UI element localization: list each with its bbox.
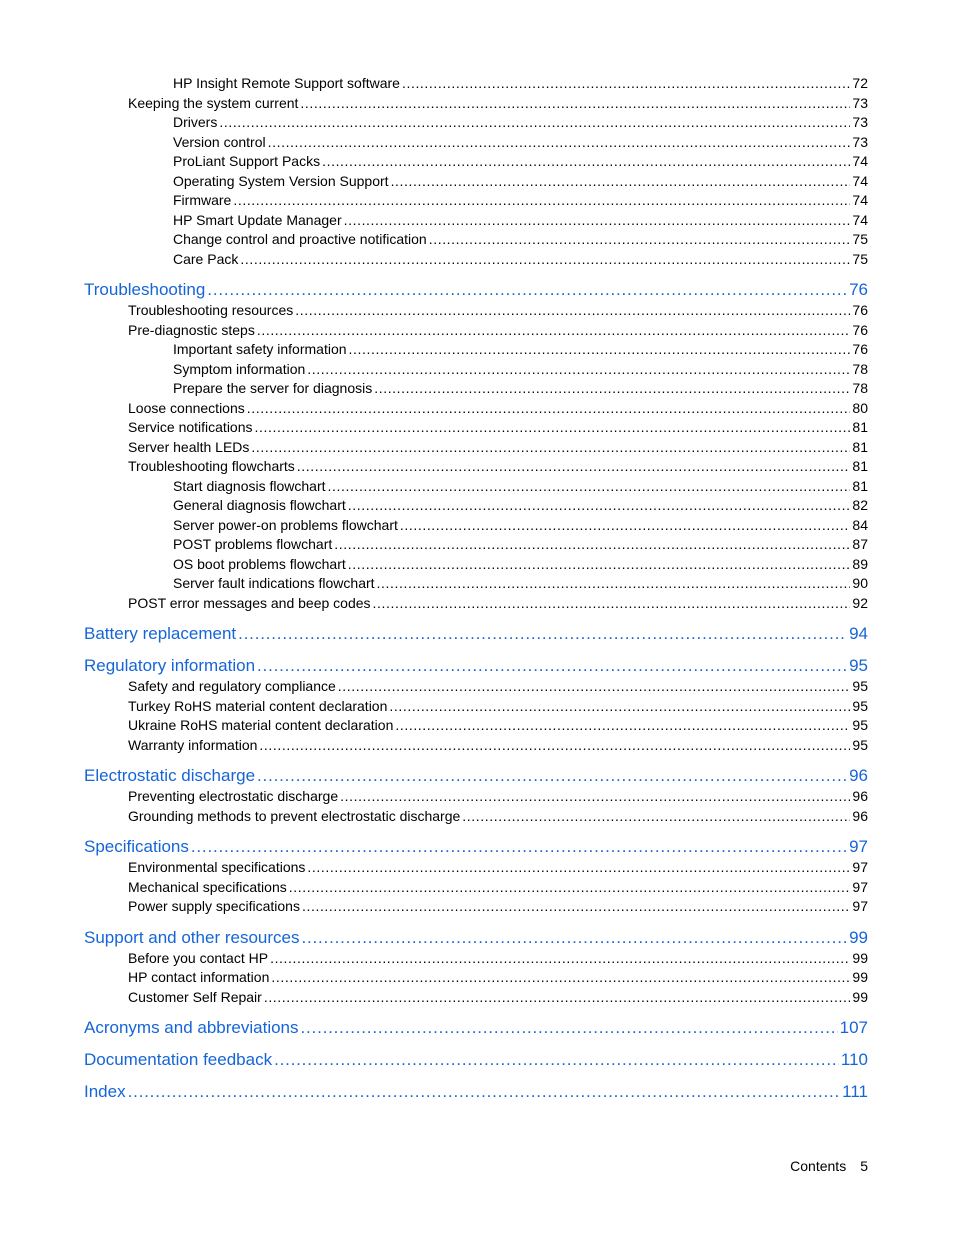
toc-section-entry[interactable] [84, 878, 868, 898]
toc-section-entry[interactable] [84, 321, 868, 341]
toc-dot-leader [271, 968, 850, 988]
toc-chapter-entry[interactable] [84, 655, 868, 677]
toc-entry-page-number: 97 [852, 859, 868, 875]
toc-entry-title: POST problems flowchart [173, 536, 333, 552]
toc-dot-leader [219, 113, 850, 133]
toc-dot-leader [395, 716, 850, 736]
toc-entry-title: Before you contact HP [128, 949, 269, 966]
toc-chapter-entry[interactable] [84, 765, 868, 787]
toc-chapter-entry[interactable] [84, 927, 868, 949]
toc-dot-leader [289, 878, 851, 898]
toc-entry-page-number: 76 [852, 302, 868, 318]
footer-section-label: Contents [790, 1158, 847, 1174]
toc-entry-page-number: 80 [852, 399, 868, 416]
toc-entry-title: Documentation feedback [84, 1050, 273, 1069]
toc-section-entry[interactable] [84, 858, 868, 878]
toc-dot-leader [238, 623, 847, 645]
toc-entry-page-number: 73 [852, 114, 868, 130]
toc-entry-title: Loose connections [128, 399, 245, 416]
toc-dot-leader [302, 897, 850, 917]
toc-entry-page-number: 76 [849, 280, 868, 299]
toc-chapter-entry[interactable] [84, 1017, 868, 1039]
toc-chapter-entry[interactable] [84, 1081, 868, 1103]
toc-subsection-entry[interactable] [84, 74, 868, 94]
toc-entry-page-number: 97 [852, 898, 868, 914]
toc-entry-title: Symptom information [173, 360, 306, 377]
toc-subsection-entry[interactable] [84, 211, 868, 231]
toc-entry-page-number: 97 [852, 878, 868, 895]
toc-dot-leader [374, 379, 850, 399]
toc-entry-title: Keeping the system current [128, 94, 299, 111]
toc-entry-page-number: 78 [852, 360, 868, 377]
toc-entry-title: Turkey RoHS material content declaration [128, 697, 388, 714]
toc-section-entry[interactable] [84, 897, 868, 917]
toc-section-entry[interactable] [84, 807, 868, 827]
toc-subsection-entry[interactable] [84, 340, 868, 360]
toc-entry-page-number: 75 [852, 231, 868, 247]
toc-subsection-entry[interactable] [84, 574, 868, 594]
toc-entry-page-number: 90 [852, 575, 868, 591]
toc-entry-title: Support and other resources [84, 927, 300, 947]
toc-chapter-entry[interactable] [84, 623, 868, 645]
toc-dot-leader [301, 1017, 838, 1039]
toc-subsection-entry[interactable] [84, 535, 868, 555]
toc-entry-page-number: 73 [852, 133, 868, 150]
toc-section-entry[interactable] [84, 968, 868, 988]
footer-page-number: 5 [860, 1158, 868, 1174]
toc-entry-title: Index [84, 1082, 126, 1101]
toc-entry-title: Operating System Version Support [173, 172, 389, 189]
toc-entry-page-number: 75 [852, 250, 868, 267]
toc-dot-leader [240, 250, 850, 270]
toc-dot-leader [233, 191, 850, 211]
toc-entry-title: HP contact information [128, 969, 270, 985]
toc-entry-page-number: 111 [842, 1082, 868, 1101]
toc-dot-leader [255, 418, 851, 438]
toc-entry-title: Acronyms and abbreviations [84, 1018, 299, 1037]
toc-dot-leader [344, 211, 851, 231]
toc-dot-leader [389, 697, 850, 717]
toc-entry-title: Pre-diagnostic steps [128, 321, 255, 338]
toc-entry-page-number: 87 [852, 536, 868, 552]
toc-subsection-entry[interactable] [84, 191, 868, 211]
toc-entry-title: Server power-on problems flowchart [173, 516, 398, 533]
toc-chapter-entry[interactable] [84, 836, 868, 858]
toc-subsection-entry[interactable] [84, 555, 868, 575]
toc-dot-leader [377, 574, 851, 594]
toc-dot-leader [270, 949, 850, 969]
toc-entry-page-number: 95 [852, 697, 868, 714]
toc-dot-leader [251, 438, 850, 458]
toc-section-entry[interactable] [84, 697, 868, 717]
toc-dot-leader [295, 301, 850, 321]
toc-section-entry[interactable] [84, 457, 868, 477]
toc-dot-leader [349, 340, 851, 360]
toc-entry-title: ProLiant Support Packs [173, 153, 321, 169]
toc-entry-title: Drivers [173, 114, 218, 130]
toc-dot-leader [191, 836, 847, 858]
toc-entry-title: Server fault indications flowchart [173, 575, 375, 591]
toc-entry-page-number: 107 [839, 1018, 868, 1037]
toc-dot-leader [338, 677, 851, 697]
toc-entry-title: HP Smart Update Manager [173, 211, 342, 228]
toc-entry-page-number: 74 [852, 192, 868, 208]
toc-entry-title: Prepare the server for diagnosis [173, 380, 373, 396]
toc-entry-page-number: 99 [852, 949, 868, 966]
toc-entry-page-number: 110 [840, 1050, 868, 1069]
toc-dot-leader [128, 1081, 841, 1103]
toc-entry-page-number: 74 [852, 153, 868, 169]
toc-subsection-entry[interactable] [84, 172, 868, 192]
toc-dot-leader [307, 360, 850, 380]
toc-section-entry[interactable] [84, 736, 868, 756]
toc-entry-title: Care Pack [173, 250, 239, 267]
toc-section-entry[interactable] [84, 988, 868, 1008]
toc-dot-leader [247, 399, 851, 419]
toc-dot-leader [348, 496, 851, 516]
toc-dot-leader [328, 477, 851, 497]
toc-entry-title: Important safety information [173, 341, 347, 357]
toc-entry-title: Battery replacement [84, 624, 237, 643]
toc-entry-page-number: 72 [852, 75, 868, 91]
toc-entry-page-number: 81 [852, 419, 868, 435]
toc-entry-page-number: 95 [852, 717, 868, 733]
toc-entry-title: Warranty information [128, 736, 258, 753]
toc-entry-title: POST error messages and beep codes [128, 594, 371, 611]
toc-dot-leader [334, 535, 850, 555]
toc-subsection-entry[interactable] [84, 516, 868, 536]
toc-entry-page-number: 97 [849, 837, 868, 856]
toc-entry-title: Electrostatic discharge [84, 766, 256, 785]
toc-subsection-entry[interactable] [84, 496, 868, 516]
toc-dot-leader [274, 1049, 839, 1071]
toc-entry-page-number: 81 [852, 458, 868, 474]
toc-entry-page-number: 84 [852, 516, 868, 533]
toc-subsection-entry[interactable] [84, 360, 868, 380]
toc-dot-leader [257, 655, 847, 677]
toc-entry-title: Server health LEDs [128, 438, 250, 455]
toc-entry-title: Safety and regulatory compliance [128, 678, 336, 694]
toc-entry-title: Start diagnosis flowchart [173, 477, 326, 494]
toc-entry-page-number: 96 [852, 807, 868, 824]
toc-dot-leader [207, 279, 847, 301]
toc-entry-page-number: 99 [852, 969, 868, 985]
toc-entry-page-number: 99 [849, 927, 868, 947]
toc-entry-page-number: 82 [852, 497, 868, 513]
toc-entry-page-number: 81 [852, 438, 868, 455]
toc-chapter-entry[interactable] [84, 279, 868, 301]
toc-entry-title: HP Insight Remote Support software [173, 75, 400, 91]
toc-section-entry[interactable] [84, 949, 868, 969]
toc-entry-title: Troubleshooting [84, 280, 206, 299]
toc-section-entry[interactable] [84, 594, 868, 614]
toc-entry-title: Change control and proactive notification [173, 231, 427, 247]
toc-subsection-entry[interactable] [84, 133, 868, 153]
toc-section-entry[interactable] [84, 677, 868, 697]
toc-entry-title: Customer Self Repair [128, 988, 262, 1005]
toc-entry-page-number: 95 [849, 656, 868, 675]
toc-entry-title: Environmental specifications [128, 859, 306, 875]
toc-section-entry[interactable] [84, 787, 868, 807]
toc-section-entry[interactable] [84, 399, 868, 419]
toc-entry-page-number: 81 [852, 477, 868, 494]
toc-entry-page-number: 76 [852, 321, 868, 338]
toc-entry-title: Power supply specifications [128, 898, 300, 914]
toc-section-entry[interactable] [84, 94, 868, 114]
toc-entry-page-number: 92 [852, 594, 868, 611]
toc-entry-page-number: 94 [849, 624, 868, 643]
toc-subsection-entry[interactable] [84, 379, 868, 399]
toc-entry-page-number: 78 [852, 380, 868, 396]
toc-dot-leader [264, 988, 851, 1008]
toc-chapter-entry[interactable] [84, 1049, 868, 1071]
toc-entry-page-number: 95 [852, 736, 868, 753]
toc-section-entry[interactable] [84, 716, 868, 736]
toc-entry-page-number: 89 [852, 555, 868, 572]
toc-dot-leader [259, 736, 850, 756]
toc-entry-title: Service notifications [128, 419, 253, 435]
page-footer [790, 1158, 868, 1174]
toc-entry-title: Troubleshooting resources [128, 302, 294, 318]
toc-entry-page-number: 95 [852, 678, 868, 694]
toc-subsection-entry[interactable] [84, 152, 868, 172]
toc-dot-leader [257, 765, 847, 787]
toc-entry-title: Firmware [173, 192, 232, 208]
toc-entry-page-number: 96 [852, 788, 868, 804]
toc-section-entry[interactable] [84, 438, 868, 458]
toc-subsection-entry[interactable] [84, 230, 868, 250]
toc-entry-title: Troubleshooting flowcharts [128, 458, 295, 474]
toc-subsection-entry[interactable] [84, 113, 868, 133]
toc-entry-title: Regulatory information [84, 656, 256, 675]
toc-dot-leader [300, 94, 850, 114]
toc-dot-leader [301, 927, 847, 949]
toc-entry-title: Version control [173, 133, 266, 150]
toc-dot-leader [322, 152, 850, 172]
toc-entry-page-number: 74 [852, 211, 868, 228]
toc-dot-leader [257, 321, 851, 341]
toc-entry-title: Specifications [84, 837, 189, 856]
toc-dot-leader [400, 516, 851, 536]
toc-entry-title: Preventing electrostatic discharge [128, 788, 339, 804]
toc-dot-leader [373, 594, 851, 614]
toc-dot-leader [307, 858, 850, 878]
table-of-contents [84, 74, 868, 1103]
toc-section-entry[interactable] [84, 301, 868, 321]
toc-entry-title: Mechanical specifications [128, 878, 287, 895]
toc-entry-page-number: 74 [852, 172, 868, 189]
toc-dot-leader [429, 230, 851, 250]
toc-section-entry[interactable] [84, 418, 868, 438]
toc-entry-page-number: 96 [849, 766, 868, 785]
toc-dot-leader [348, 555, 851, 575]
toc-subsection-entry[interactable] [84, 477, 868, 497]
toc-dot-leader [297, 457, 851, 477]
toc-dot-leader [340, 787, 850, 807]
toc-entry-page-number: 73 [852, 94, 868, 111]
toc-entry-title: Ukraine RoHS material content declaration [128, 717, 394, 733]
toc-subsection-entry[interactable] [84, 250, 868, 270]
toc-dot-leader [391, 172, 851, 192]
toc-dot-leader [268, 133, 851, 153]
toc-entry-title: Grounding methods to prevent electrostatic discharge [128, 807, 461, 824]
toc-entry-title: OS boot problems flowchart [173, 555, 346, 572]
toc-entry-title: General diagnosis flowchart [173, 497, 346, 513]
toc-dot-leader [402, 74, 850, 94]
toc-dot-leader [462, 807, 850, 827]
toc-entry-page-number: 99 [852, 988, 868, 1005]
toc-entry-page-number: 76 [852, 341, 868, 357]
